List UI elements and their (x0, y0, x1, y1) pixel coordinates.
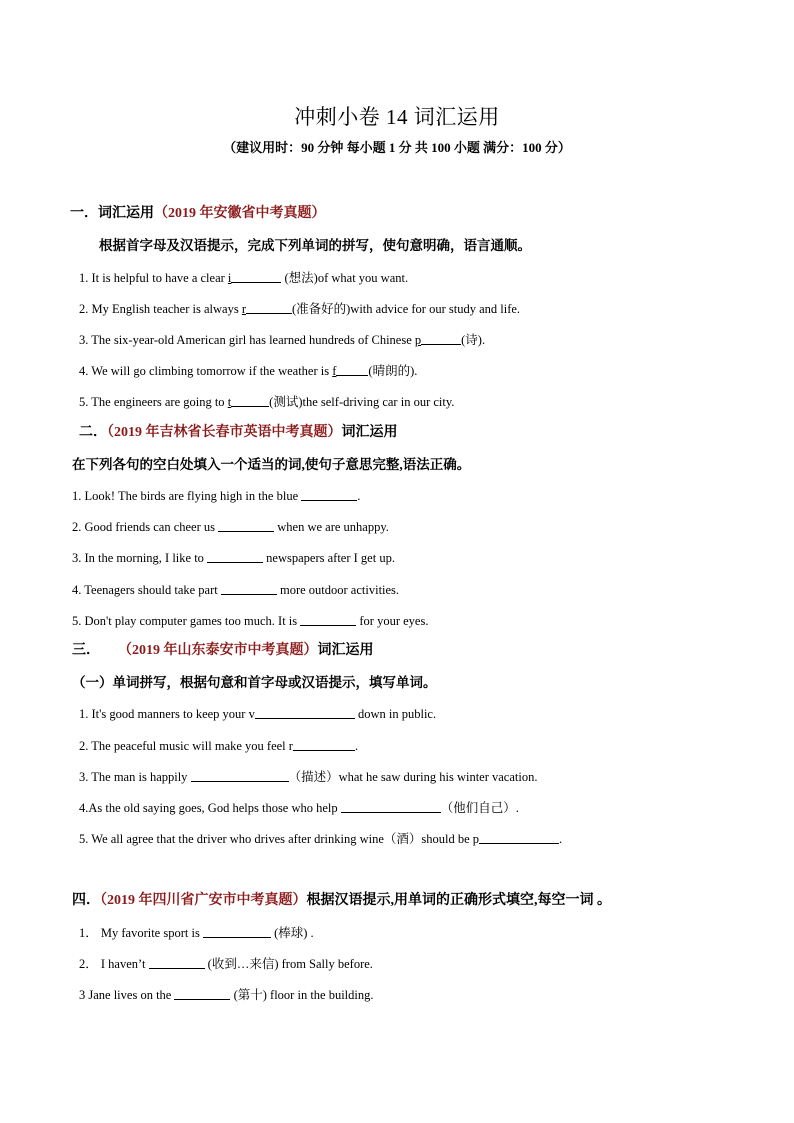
s3-question-1: 1. It's good manners to keep your v down in public. (79, 707, 437, 721)
answer-blank[interactable] (341, 800, 441, 813)
section-1-heading (70, 206, 326, 222)
section-1-source: （2019 年安徽省中考真题） (154, 206, 326, 221)
s3-question-5: 5. We all agree that the driver who drives after drinking wine（酒）should be p . (79, 832, 563, 846)
section-1-label: 一．词汇运用 (70, 206, 154, 221)
section-2-label: 二． (79, 425, 107, 440)
section-3-tail: 词汇运用 (317, 643, 374, 658)
s2-question-1: 1. Look! The birds are flying high in the blue . (72, 489, 361, 503)
s2-question-3: 3. In the morning, I like to newspapers after I get up. (72, 551, 395, 565)
page-title: 冲刺小卷 14 词汇运用 (294, 105, 500, 129)
s4-question-1: 1． My favorite sport is (棒球) . (79, 926, 314, 940)
page-subtitle: （建议用时：90 分钟 每小题 1 分 共 100 小题 满分：100 分） (223, 140, 571, 155)
section-2-tail: 词汇运用 (341, 425, 398, 440)
s1-question-5: 5. The engineers are going to t (测试)the self-driving car in our city. (79, 395, 455, 409)
section-2-instruction: 在下列各句的空白处填入一个适当的词,使句子意思完整,语法正确。 (72, 457, 471, 472)
answer-blank[interactable] (218, 519, 274, 532)
section-4-source: （2019 年四川省广安市中考真题） (100, 893, 307, 908)
answer-blank[interactable] (203, 925, 271, 938)
s3-question-3: 3. The man is happily （描述）what he saw during his winter vacation. (79, 770, 538, 784)
answer-blank[interactable] (231, 394, 269, 407)
s1-question-4: 4. We will go climbing tomorrow if the weather is f (晴朗的). (79, 364, 418, 378)
answer-blank[interactable] (255, 706, 355, 719)
section-3-instruction: （一）单词拼写，根据句意和首字母或汉语提示，填写单词。 (72, 675, 437, 690)
section-3-source: （2019 年山东泰安市中考真题） (118, 643, 318, 658)
s1-question-2: 2. My English teacher is always r (准备好的)with advice for our study and life. (79, 302, 521, 316)
s2-question-4: 4. Teenagers should take part more outdoor activities. (72, 583, 400, 597)
answer-blank[interactable] (293, 738, 355, 751)
section-2-source: （2019 年吉林省长春市英语中考真题） (107, 425, 342, 440)
section-3-heading (72, 643, 374, 659)
s2-question-2: 2. Good friends can cheer us when we are unhappy. (72, 520, 389, 534)
section-3-label: 三． (72, 643, 100, 658)
answer-blank[interactable] (300, 613, 356, 626)
answer-blank[interactable] (479, 831, 559, 844)
s1-question-1: 1. It is helpful to have a clear i (想法)of what you want. (79, 271, 409, 285)
s3-question-4: 4.As the old saying goes, God helps those who help （他们自己）. (79, 801, 519, 815)
answer-blank[interactable] (207, 550, 263, 563)
s2-question-5: 5. Don't play computer games too much. It is for your eyes. (72, 614, 429, 628)
section-4-heading (72, 893, 611, 909)
answer-blank[interactable] (149, 956, 205, 969)
section-4-tail: 根据汉语提示,用单词的正确形式填空,每空一词 。 (306, 893, 611, 908)
answer-blank[interactable] (174, 987, 230, 1000)
section-2-heading (79, 425, 398, 441)
s4-question-2: 2． I haven’t (收到…来信) from Sally before. (79, 957, 373, 971)
answer-blank[interactable] (421, 332, 461, 345)
section-4-label: 四． (72, 893, 100, 908)
s1-question-3: 3. The six-year-old American girl has learned hundreds of Chinese p (诗). (79, 333, 486, 347)
answer-blank[interactable] (246, 301, 292, 314)
answer-blank[interactable] (191, 769, 289, 782)
s3-question-2: 2. The peaceful music will make you feel r . (79, 739, 359, 753)
answer-blank[interactable] (336, 363, 368, 376)
answer-blank[interactable] (301, 488, 357, 501)
answer-blank[interactable] (221, 582, 277, 595)
answer-blank[interactable] (231, 270, 281, 283)
section-1-instruction: 根据首字母及汉语提示，完成下列单词的拼写，使句意明确，语言通顺。 (99, 238, 531, 253)
s4-question-3: 3 Jane lives on the (第十) floor in the building. (79, 988, 374, 1002)
